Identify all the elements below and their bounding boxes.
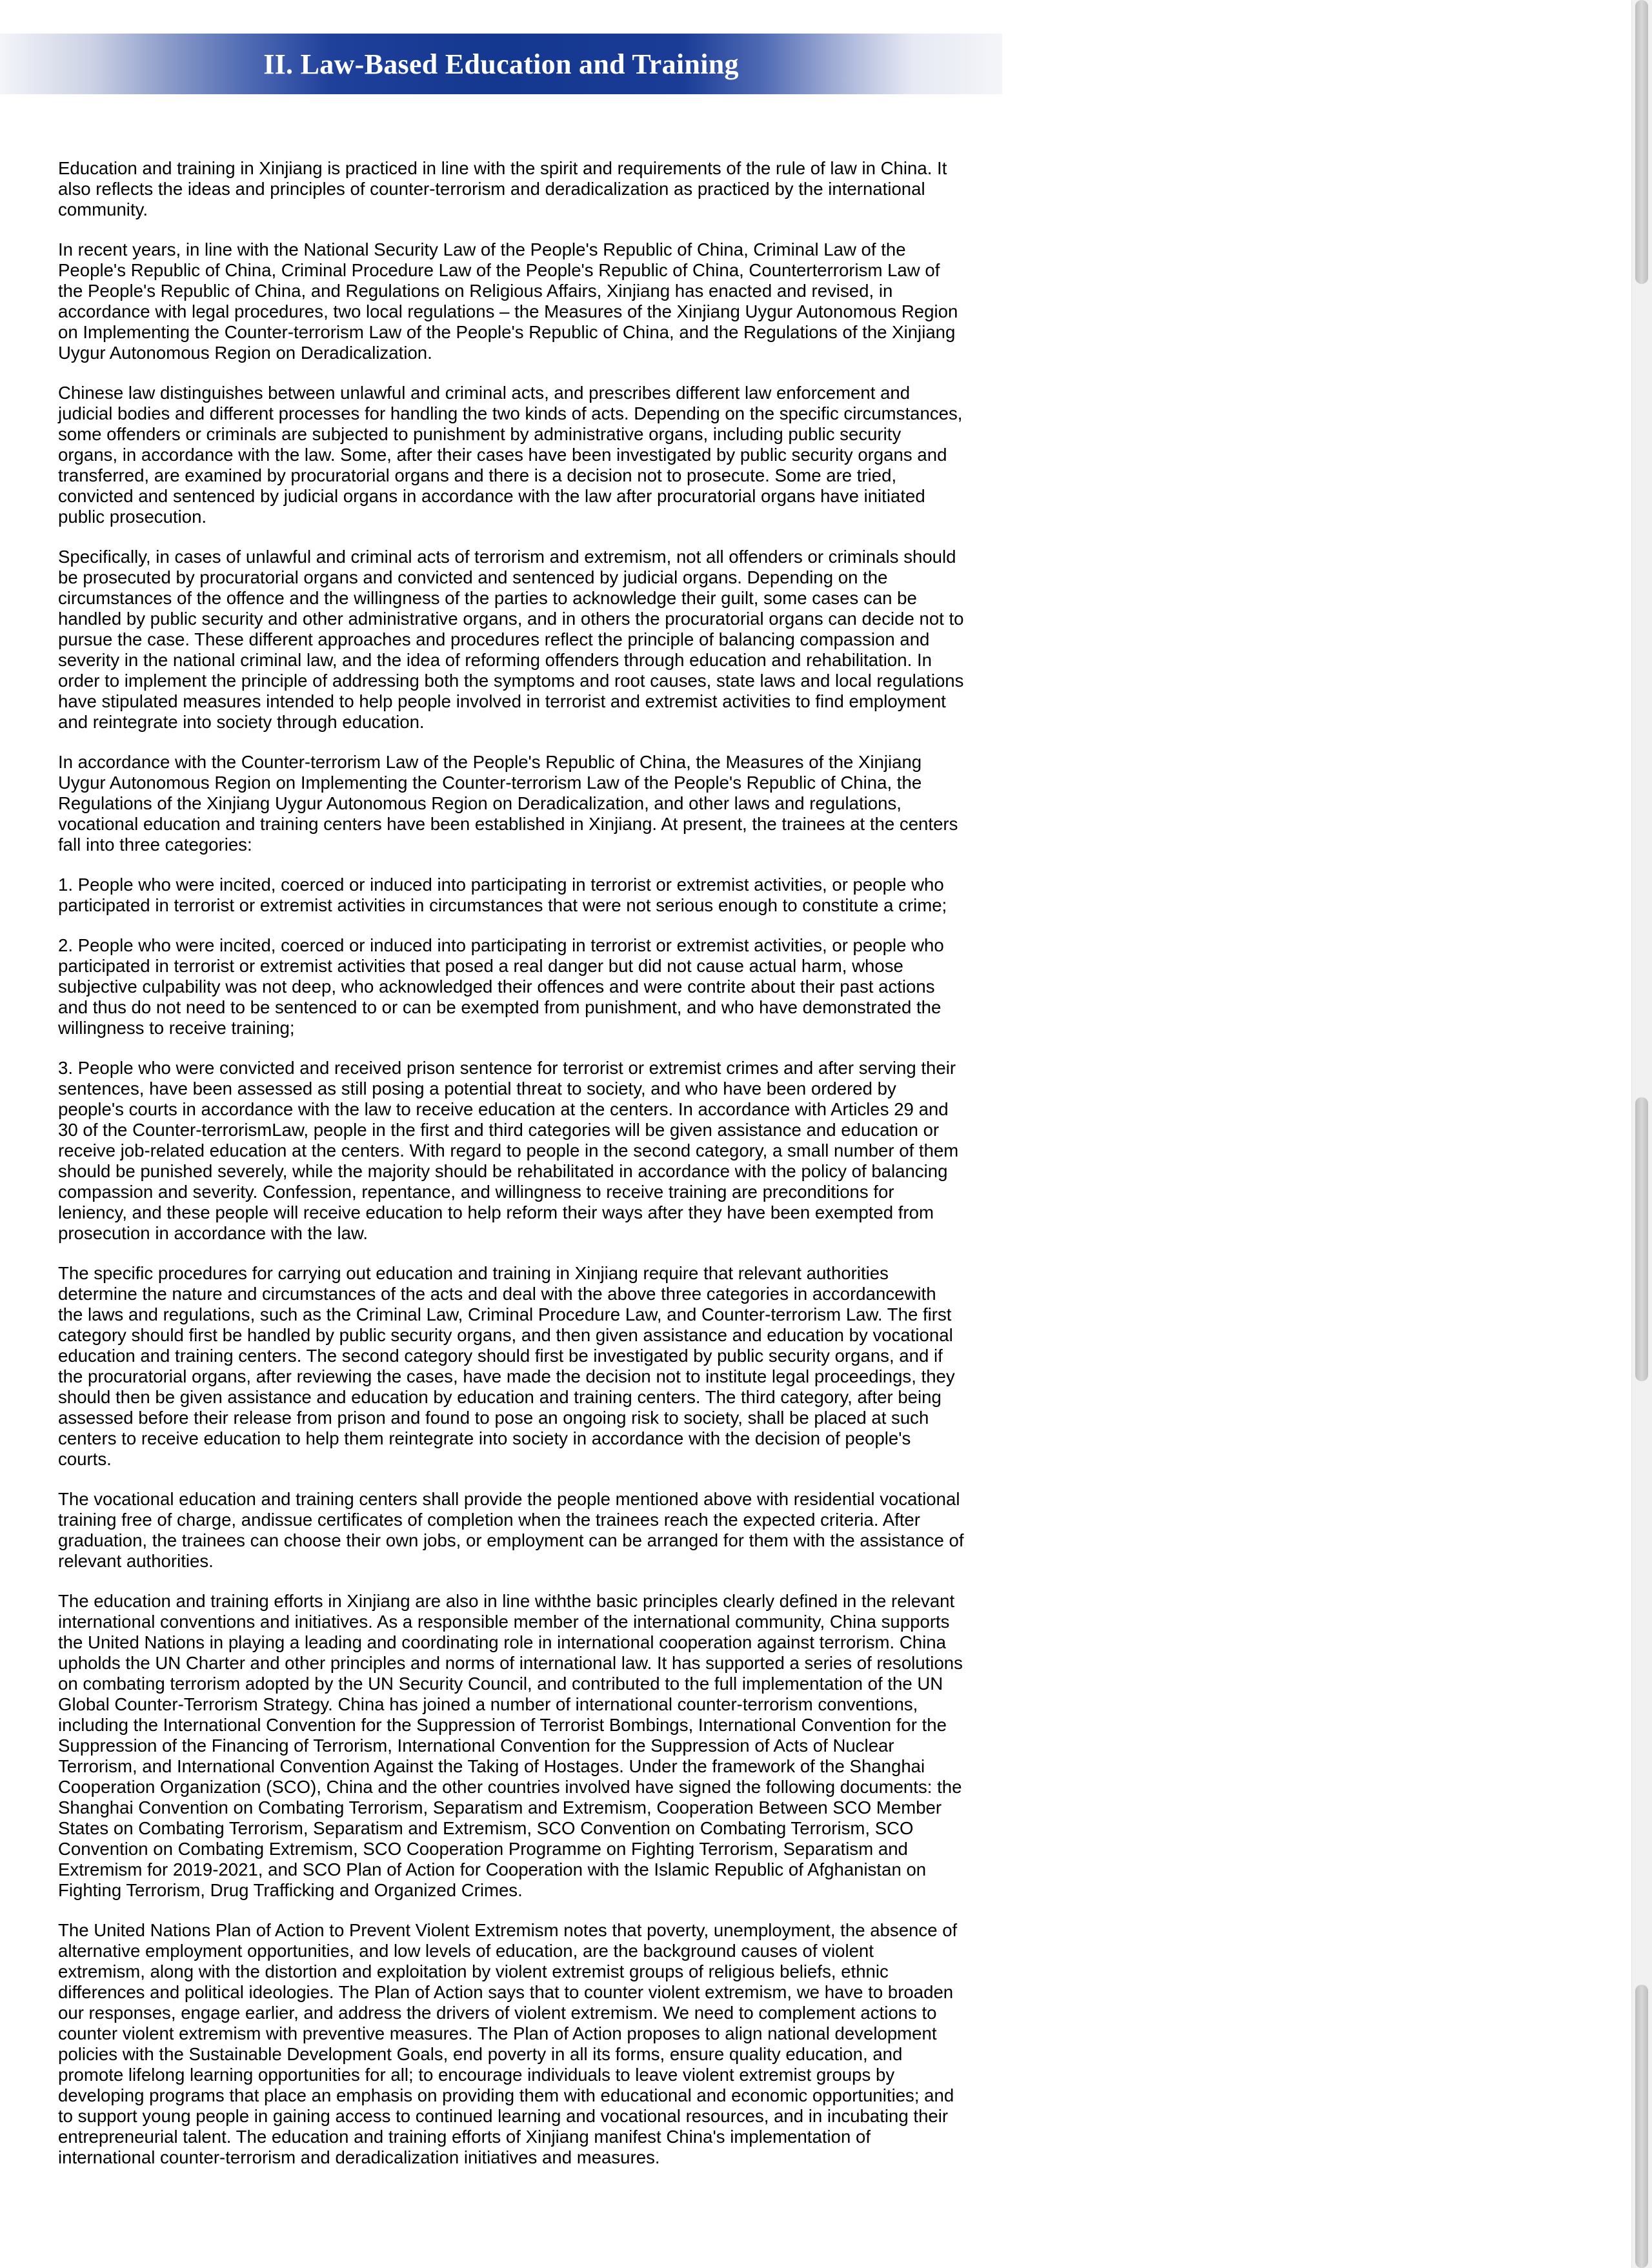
section-title: II. Law-Based Education and Training xyxy=(263,48,739,80)
scrollbar-thumb[interactable] xyxy=(1635,0,1648,284)
scrollbar-thumb[interactable] xyxy=(1635,1097,1648,1381)
list-item-category-2: 2. People who were incited, coerced or induced into participating in terrorist or extremist activities, or people who participated in terrorist or extremist activities that posed a real danger but did not cause actual harm, whose subjective culpability was not deep, who acknowledged their offences and were contrite about their past actions and thus do not need to be sentenced to or can be exempted from punishment, and who have demonstrated the willingness to receive training; xyxy=(58,935,944,1038)
title-banner xyxy=(0,34,1002,94)
paragraph: The education and training efforts in Xinjiang are also in line withthe basic principles clearly defined in the relevant international conventions and initiatives. As a responsible member of the international community, China supports the United Nations in playing a leading and coordinating role in international cooperation against terrorism. China upholds the UN Charter and other principles and norms of international law. It has supported a series of resolutions on combating terrorism adopted by the UN Security Council, and contributed to the full implementation of the UN Global Counter-Terrorism Strategy. China has joined a number of international counter-terrorism conventions, including the International Convention for the Suppression of Terrorist Bombings, International Convention for the Suppression of the Financing of Terrorism, International Convention for the Suppression of Acts of Nuclear Terrorism, and International Convention Against the Taking of Hostages. Under the framework of the Shanghai Cooperation Organization (SCO), China and the other countries involved have signed the following documents: the Shanghai Convention on Combating Terrorism, Separatism and Extremism, Cooperation Between SCO Member States on Combating Terrorism, Separatism and Extremism, SCO Convention on Combating Terrorism, SCO Convention on Combating Extremism, SCO Cooperation Programme on Fighting Terrorism, Separatism and Extremism for 2019-2021, and SCO Plan of Action for Cooperation with the Islamic Republic of Afghanistan on Fighting Terrorism, Drug Trafficking and Organized Crimes. xyxy=(58,1591,963,1900)
list-item-category-1: 1. People who were incited, coerced or induced into participating in terrorist or extremist activities, or people who participated in terrorist or extremist activities in circumstances that were not serious enough to constitute a crime; xyxy=(58,875,947,915)
paragraph: Specifically, in cases of unlawful and criminal acts of terrorism and extremism, not all offenders or criminals should be prosecuted by procuratorial organs and convicted and sentenced by judicial organs. Depending on the circumstances of the offence and the willingness of the parties to acknowledge their guilt, some cases can be handled by public security and other administrative organs, and in others the procuratorial organs can decide not to pursue the case. These different approaches and procedures reflect the principle of balancing compassion and severity in the national criminal law, and the idea of reforming offenders through education and rehabilitation. In order to implement the principle of addressing both the symptoms and root causes, state laws and local regulations have stipulated measures intended to help people involved in terrorist and extremist activities to find employment and reintegrate into society through education. xyxy=(58,547,964,732)
vertical-scrollbar[interactable] xyxy=(1631,0,1652,2268)
paragraph: The United Nations Plan of Action to Prevent Violent Extremism notes that poverty, unemployment, the absence of alternative employment opportunities, and low levels of education, are the background causes of violent extremism, along with the distortion and exploitation by violent extremist groups of religious beliefs, ethnic differences and political ideologies. The Plan of Action says that to counter violent extremism, we have to broaden our responses, engage earlier, and address the drivers of violent extremism. We need to complement actions to counter violent extremism with preventive measures. The Plan of Action proposes to align national development policies with the Sustainable Development Goals, end poverty in all its forms, ensure quality education, and promote lifelong learning opportunities for all; to encourage individuals to leave violent extremist groups by developing programs that place an emphasis on providing them with educational and economic opportunities; and to support young people in gaining access to continued learning and vocational resources, and in incubating their entrepreneurial talent. The education and training efforts of Xinjiang manifest China's implementation of international counter-terrorism and deradicalization initiatives and measures. xyxy=(58,1920,958,2167)
scrollbar-thumb[interactable] xyxy=(1635,1985,1648,2268)
list-item-category-3: 3. People who were convicted and received prison sentence for terrorist or extremist crimes and after serving their sentences, have been assessed as still posing a potential threat to society, and who have been ordered by people's courts in accordance with the law to receive education at the centers. In accordance with Articles 29 and 30 of the Counter-terrorismLaw, people in the first and third categories will be given assistance and education or receive job-related education at the centers. With regard to people in the second category, a small number of them should be punished severely, while the majority should be rehabilitated in accordance with the policy of balancing compassion and severity. Confession, repentance, and willingness to receive training are preconditions for leniency, and these people will receive education to help reform their ways after they have been exempted from prosecution in accordance with the law. xyxy=(58,1058,959,1243)
paragraph: In recent years, in line with the National Security Law of the People's Republic of China, Criminal Law of the People's Republic of China, Criminal Procedure Law of the People's Republic of China, Counterterrorism Law of the People's Republic of China, and Regulations on Religious Affairs, Xinjiang has enacted and revised, in accordance with legal procedures, two local regulations – the Measures of the Xinjiang Uygur Autonomous Region on Implementing the Counter-terrorism Law of the People's Republic of China, and the Regulations of the Xinjiang Uygur Autonomous Region on Deradicalization. xyxy=(58,239,958,363)
paragraph: The specific procedures for carrying out education and training in Xinjiang require that relevant authorities determine the nature and circumstances of the acts and deal with the above three categories in accordancewith the laws and regulations, such as the Criminal Law, Criminal Procedure Law, and Counter-terrorism Law. The first category should first be handled by public security organs, and then given assistance and education by vocational education and training centers. The second category should first be investigated by public security organs, and if the procuratorial organs, after reviewing the cases, have made the decision not to institute legal proceedings, they should then be given assistance and education by education and training centers. The third category, after being assessed before their release from prison and found to pose an ongoing risk to society, shall be placed at such centers to receive education to help them reintegrate into society in accordance with the decision of people's courts. xyxy=(58,1263,955,1469)
paragraph: The vocational education and training centers shall provide the people mentioned above with residential vocational training free of charge, andissue certificates of completion when the trainees reach the expected criteria. After graduation, the trainees can choose their own jobs, or employment can be arranged for them with the assistance of relevant authorities. xyxy=(58,1489,964,1571)
article-body xyxy=(58,158,965,2187)
paragraph: In accordance with the Counter-terrorism Law of the People's Republic of China, the Measures of the Xinjiang Uygur Autonomous Region on Implementing the Counter-terrorism Law of the People's Republic of China, the Regulations of the Xinjiang Uygur Autonomous Region on Deradicalization, and other laws and regulations, vocational education and training centers have been established in Xinjiang. At present, the trainees at the centers fall into three categories: xyxy=(58,752,958,855)
paragraph: Education and training in Xinjiang is practiced in line with the spirit and requirements of the rule of law in China. It also reflects the ideas and principles of counter-terrorism and deradicalization as practiced by the international community. xyxy=(58,158,947,219)
paragraph: Chinese law distinguishes between unlawful and criminal acts, and prescribes different law enforcement and judicial bodies and different processes for handling the two kinds of acts. Depending on the specific circumstances, some offenders or criminals are subjected to punishment by administrative organs, including public security organs, in accordance with the law. Some, after their cases have been investigated by public security organs and transferred, are examined by procuratorial organs and there is a decision not to prosecute. Some are tried, convicted and sentenced by judicial organs in accordance with the law after procuratorial organs have initiated public prosecution. xyxy=(58,383,963,527)
